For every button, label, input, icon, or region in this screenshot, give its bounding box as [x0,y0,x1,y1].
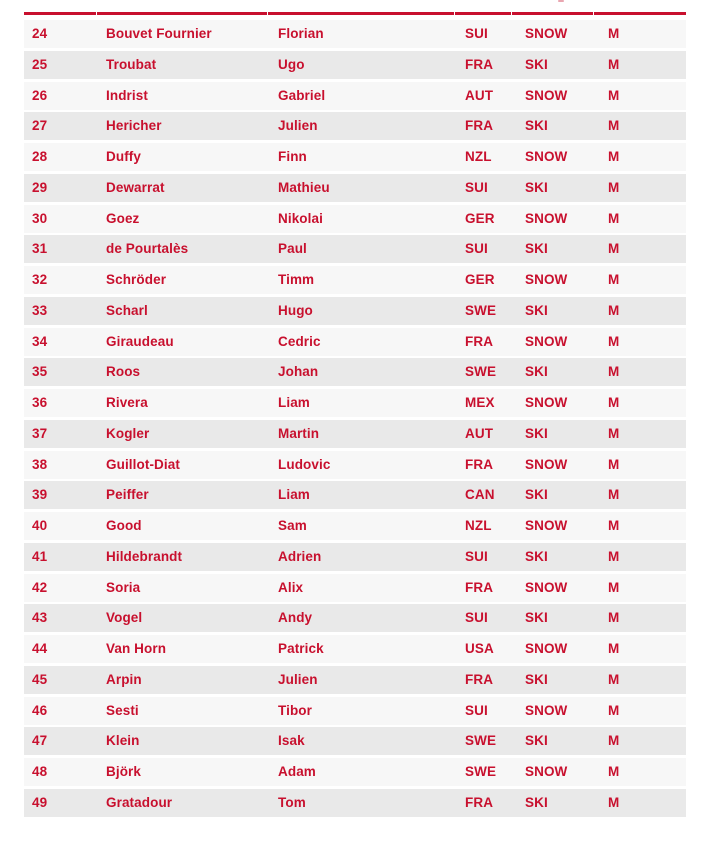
table-row[interactable] [24,51,686,79]
cell-category: SNOW [525,149,568,164]
cell-rank: 27 [32,118,48,134]
cell-nation: FRA [465,118,494,134]
cell-gender: M [608,179,620,195]
cell-gender: M [608,149,620,164]
cell-last-name: Klein [106,733,140,749]
startlist-table [24,12,686,820]
cell-last-name: Indrist [106,87,148,103]
header-rule-segment-last-name [97,12,268,15]
table-row[interactable] [24,205,686,233]
cell-first-name: Ludovic [278,456,331,472]
cell-first-name: Isak [278,733,305,749]
cell-nation: NZL [465,149,492,164]
cell-rank: 48 [32,764,48,779]
table-row[interactable] [24,451,686,479]
cell-last-name: Sesti [106,702,139,718]
cell-category: SNOW [525,579,568,595]
cell-first-name: Liam [278,487,310,503]
cell-category: SKI [525,425,548,441]
cell-last-name: de Pourtalès [106,241,189,257]
cell-rank: 30 [32,210,48,226]
cell-nation: MEX [465,395,495,410]
cell-last-name: Rivera [106,395,148,410]
cell-last-name: Goez [106,210,140,226]
cell-nation: GER [465,272,495,287]
cell-rank: 44 [32,641,48,656]
cell-gender: M [608,56,620,72]
table-row[interactable] [24,112,686,140]
cell-first-name: Julien [278,671,318,687]
header-rule-segment-first-name [268,12,455,15]
cell-first-name: Tibor [278,702,312,718]
header-rule-segment-category [512,12,594,15]
table-row[interactable] [24,420,686,448]
cell-last-name: Vogel [106,610,143,626]
cell-nation: CAN [465,487,495,503]
cell-first-name: Martin [278,425,320,441]
cell-last-name: Kogler [106,425,150,441]
cell-category: SKI [525,56,548,72]
cell-nation: SWE [465,733,497,749]
cell-category: SNOW [525,641,568,656]
cell-rank: 36 [32,395,48,410]
cell-last-name: Soria [106,579,141,595]
cell-category: SNOW [525,518,568,533]
header-rule-segment-gender [594,12,686,15]
table-header-rule [24,12,686,15]
cell-first-name: Hugo [278,302,313,318]
cell-gender: M [608,26,620,41]
cell-category: SKI [525,118,548,134]
cell-rank: 35 [32,364,48,380]
cell-last-name: Scharl [106,302,148,318]
cell-category: SKI [525,610,548,626]
cell-first-name: Adam [278,764,316,779]
table-row[interactable] [24,543,686,571]
cell-rank: 32 [32,272,48,287]
cell-gender: M [608,641,620,656]
cell-nation: FRA [465,333,494,349]
cell-first-name: Nikolai [278,210,323,226]
cell-category: SNOW [525,456,568,472]
cell-rank: 38 [32,456,48,472]
table-row[interactable] [24,143,686,171]
table-row[interactable] [24,481,686,509]
cell-category: SNOW [525,26,568,41]
cell-category: SKI [525,671,548,687]
table-row[interactable] [24,266,686,294]
cell-nation: SWE [465,764,497,779]
cell-rank: 41 [32,548,48,564]
table-row[interactable] [24,82,686,110]
cell-nation: SWE [465,364,497,380]
table-row[interactable] [24,358,686,386]
cell-nation: FRA [465,579,494,595]
cell-gender: M [608,241,620,257]
cell-first-name: Ugo [278,56,305,72]
cell-first-name: Sam [278,518,307,533]
cell-first-name: Patrick [278,641,324,656]
table-row[interactable] [24,789,686,817]
cell-category: SNOW [525,87,568,103]
cell-gender: M [608,118,620,134]
cell-first-name: Mathieu [278,179,330,195]
cell-gender: M [608,425,620,441]
cell-nation: SUI [465,241,488,257]
cell-gender: M [608,395,620,410]
cell-category: SNOW [525,702,568,718]
cell-gender: M [608,733,620,749]
cell-gender: M [608,702,620,718]
cell-nation: GER [465,210,495,226]
table-row[interactable] [24,635,686,663]
cell-category: SKI [525,794,548,810]
cell-category: SKI [525,548,548,564]
table-row[interactable] [24,512,686,540]
cell-category: SNOW [525,395,568,410]
cell-gender: M [608,210,620,226]
cell-rank: 39 [32,487,48,503]
cell-gender: M [608,518,620,533]
cell-nation: SUI [465,179,488,195]
cell-nation: FRA [465,456,494,472]
cell-gender: M [608,794,620,810]
cell-rank: 49 [32,794,48,810]
cell-first-name: Johan [278,364,319,380]
cell-gender: M [608,87,620,103]
clipped-header-text-fragment [558,0,564,2]
table-row[interactable] [24,666,686,694]
cell-first-name: Florian [278,26,324,41]
cell-gender: M [608,487,620,503]
table-row[interactable] [24,697,686,725]
cell-category: SKI [525,733,548,749]
cell-rank: 45 [32,671,48,687]
cell-category: SKI [525,179,548,195]
cell-category: SNOW [525,333,568,349]
cell-gender: M [608,302,620,318]
cell-nation: FRA [465,671,494,687]
cell-last-name: Arpin [106,671,142,687]
table-row[interactable] [24,20,686,48]
cell-nation: SUI [465,610,488,626]
cell-category: SKI [525,302,548,318]
cell-gender: M [608,364,620,380]
cell-last-name: Van Horn [106,641,167,656]
cell-category: SKI [525,364,548,380]
cell-last-name: Giraudeau [106,333,174,349]
cell-nation: USA [465,641,494,656]
cell-category: SNOW [525,210,568,226]
cell-rank: 46 [32,702,48,718]
cell-nation: NZL [465,518,492,533]
cell-gender: M [608,671,620,687]
cell-nation: AUT [465,87,494,103]
table-row[interactable] [24,235,686,263]
cell-rank: 31 [32,241,48,257]
cell-first-name: Timm [278,272,315,287]
cell-rank: 29 [32,179,48,195]
cell-last-name: Guillot-Diat [106,456,180,472]
cell-first-name: Julien [278,118,318,134]
cell-rank: 47 [32,733,48,749]
cell-nation: FRA [465,794,494,810]
cell-first-name: Adrien [278,548,322,564]
cell-category: SNOW [525,764,568,779]
cell-first-name: Andy [278,610,313,626]
cell-last-name: Bouvet Fournier [106,26,212,41]
cell-gender: M [608,272,620,287]
cell-gender: M [608,764,620,779]
cell-rank: 24 [32,26,48,41]
cell-category: SKI [525,241,548,257]
cell-last-name: Hericher [106,118,162,134]
cell-rank: 37 [32,425,48,441]
cell-gender: M [608,548,620,564]
cell-last-name: Roos [106,364,141,380]
cell-gender: M [608,579,620,595]
header-rule-segment-rank [24,12,97,15]
table-row[interactable] [24,328,686,356]
cell-first-name: Paul [278,241,307,257]
table-row[interactable] [24,174,686,202]
cell-nation: AUT [465,425,494,441]
cell-nation: FRA [465,56,494,72]
cell-nation: SUI [465,548,488,564]
cell-rank: 34 [32,333,48,349]
cell-last-name: Peiffer [106,487,149,503]
table-body [24,20,686,817]
cell-rank: 43 [32,610,48,626]
cell-gender: M [608,610,620,626]
table-row[interactable] [24,297,686,325]
cell-last-name: Hildebrandt [106,548,183,564]
cell-rank: 33 [32,302,48,318]
cell-last-name: Dewarrat [106,179,165,195]
cell-nation: SUI [465,702,488,718]
cell-rank: 25 [32,56,48,72]
table-row[interactable] [24,574,686,602]
table-row[interactable] [24,604,686,632]
cell-last-name: Schröder [106,272,167,287]
header-rule-segment-nation [455,12,512,15]
table-row[interactable] [24,727,686,755]
cell-last-name: Troubat [106,56,157,72]
cell-first-name: Liam [278,395,310,410]
cell-rank: 28 [32,149,48,164]
cell-gender: M [608,333,620,349]
cell-nation: SWE [465,302,497,318]
cell-first-name: Finn [278,149,307,164]
cell-rank: 26 [32,87,48,103]
cell-last-name: Good [106,518,142,533]
cell-category: SNOW [525,272,568,287]
cell-first-name: Tom [278,794,306,810]
cell-rank: 42 [32,579,48,595]
cell-category: SKI [525,487,548,503]
table-row[interactable] [24,758,686,786]
cell-first-name: Alix [278,579,304,595]
cell-last-name: Björk [106,764,142,779]
cell-rank: 40 [32,518,48,533]
cell-first-name: Gabriel [278,87,326,103]
cell-last-name: Duffy [106,149,141,164]
table-row[interactable] [24,389,686,417]
cell-nation: SUI [465,26,488,41]
cell-last-name: Gratadour [106,794,173,810]
cell-gender: M [608,456,620,472]
cell-first-name: Cedric [278,333,321,349]
